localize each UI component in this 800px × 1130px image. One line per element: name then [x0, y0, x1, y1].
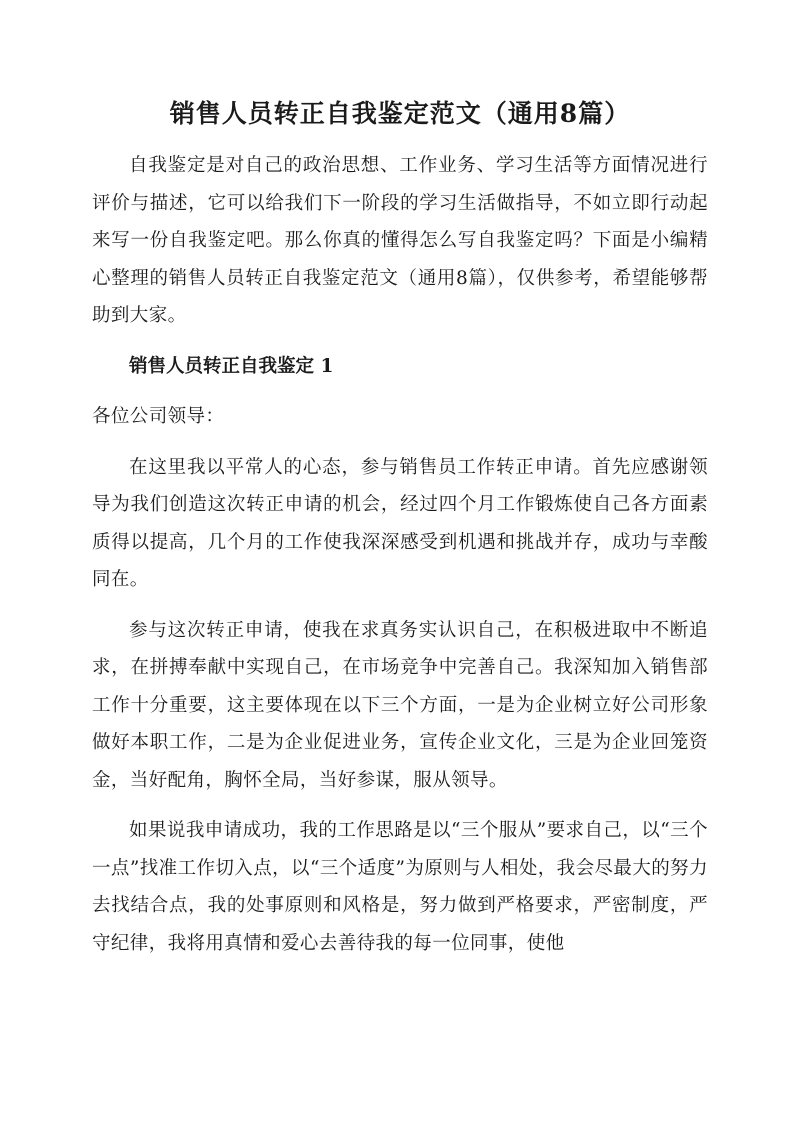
salutation: 各位公司领导： — [92, 406, 225, 427]
body-paragraph-1: 在这里我以平常人的心态，参与销售员工作转正申请。首先应感谢领导为我们创造这次转正申请的机会，经过四个月工作锻炼使自己各方面素质得以提高，几个月的工作使我深深感受到机遇和挑战并存，成功与幸酸同在。 — [92, 456, 708, 590]
section-heading: 销售人员转正自我鉴定 1 — [129, 355, 334, 377]
intro-paragraph: 自我鉴定是对自己的政治思想、工作业务、学习生活等方面情况进行评价与描述，它可以给我们下一阶段的学习生活做指导，不如立即行动起来写一份自我鉴定吧。那么你真的懂得怎么写自我鉴定吗？下面是小编精心整理的销售人员转正自我鉴定范文（通用8篇），仅供参考，希望能够帮助到大家。 — [92, 155, 708, 326]
document-title: 销售人员转正自我鉴定范文（通用8篇） — [169, 99, 631, 128]
body-paragraph-3: 如果说我申请成功，我的工作思路是以“三个服从”要求自己，以“三个一点”找准工作切入点，以“三个适度”为原则与人相处，我会尽最大的努力去找结合点，我的处事原则和风格是，努力做到严格要求，严密制度，严守纪律，我将用真情和爱心去善待我的每一位同事，使他 — [92, 820, 708, 954]
body-paragraph-2: 参与这次转正申请，使我在求真务实认识自己，在积极进取中不断追求，在拼搏奉献中实现自己，在市场竞争中完善自己。我深知加入销售部工作十分重要，这主要体现在以下三个方面，一是为企业树立好公司形象做好本职工作，二是为企业促进业务，宣传企业文化，三是为企业回笼资金，当好配角，胸怀全局，当好参谋，服从领导。 — [92, 619, 708, 791]
